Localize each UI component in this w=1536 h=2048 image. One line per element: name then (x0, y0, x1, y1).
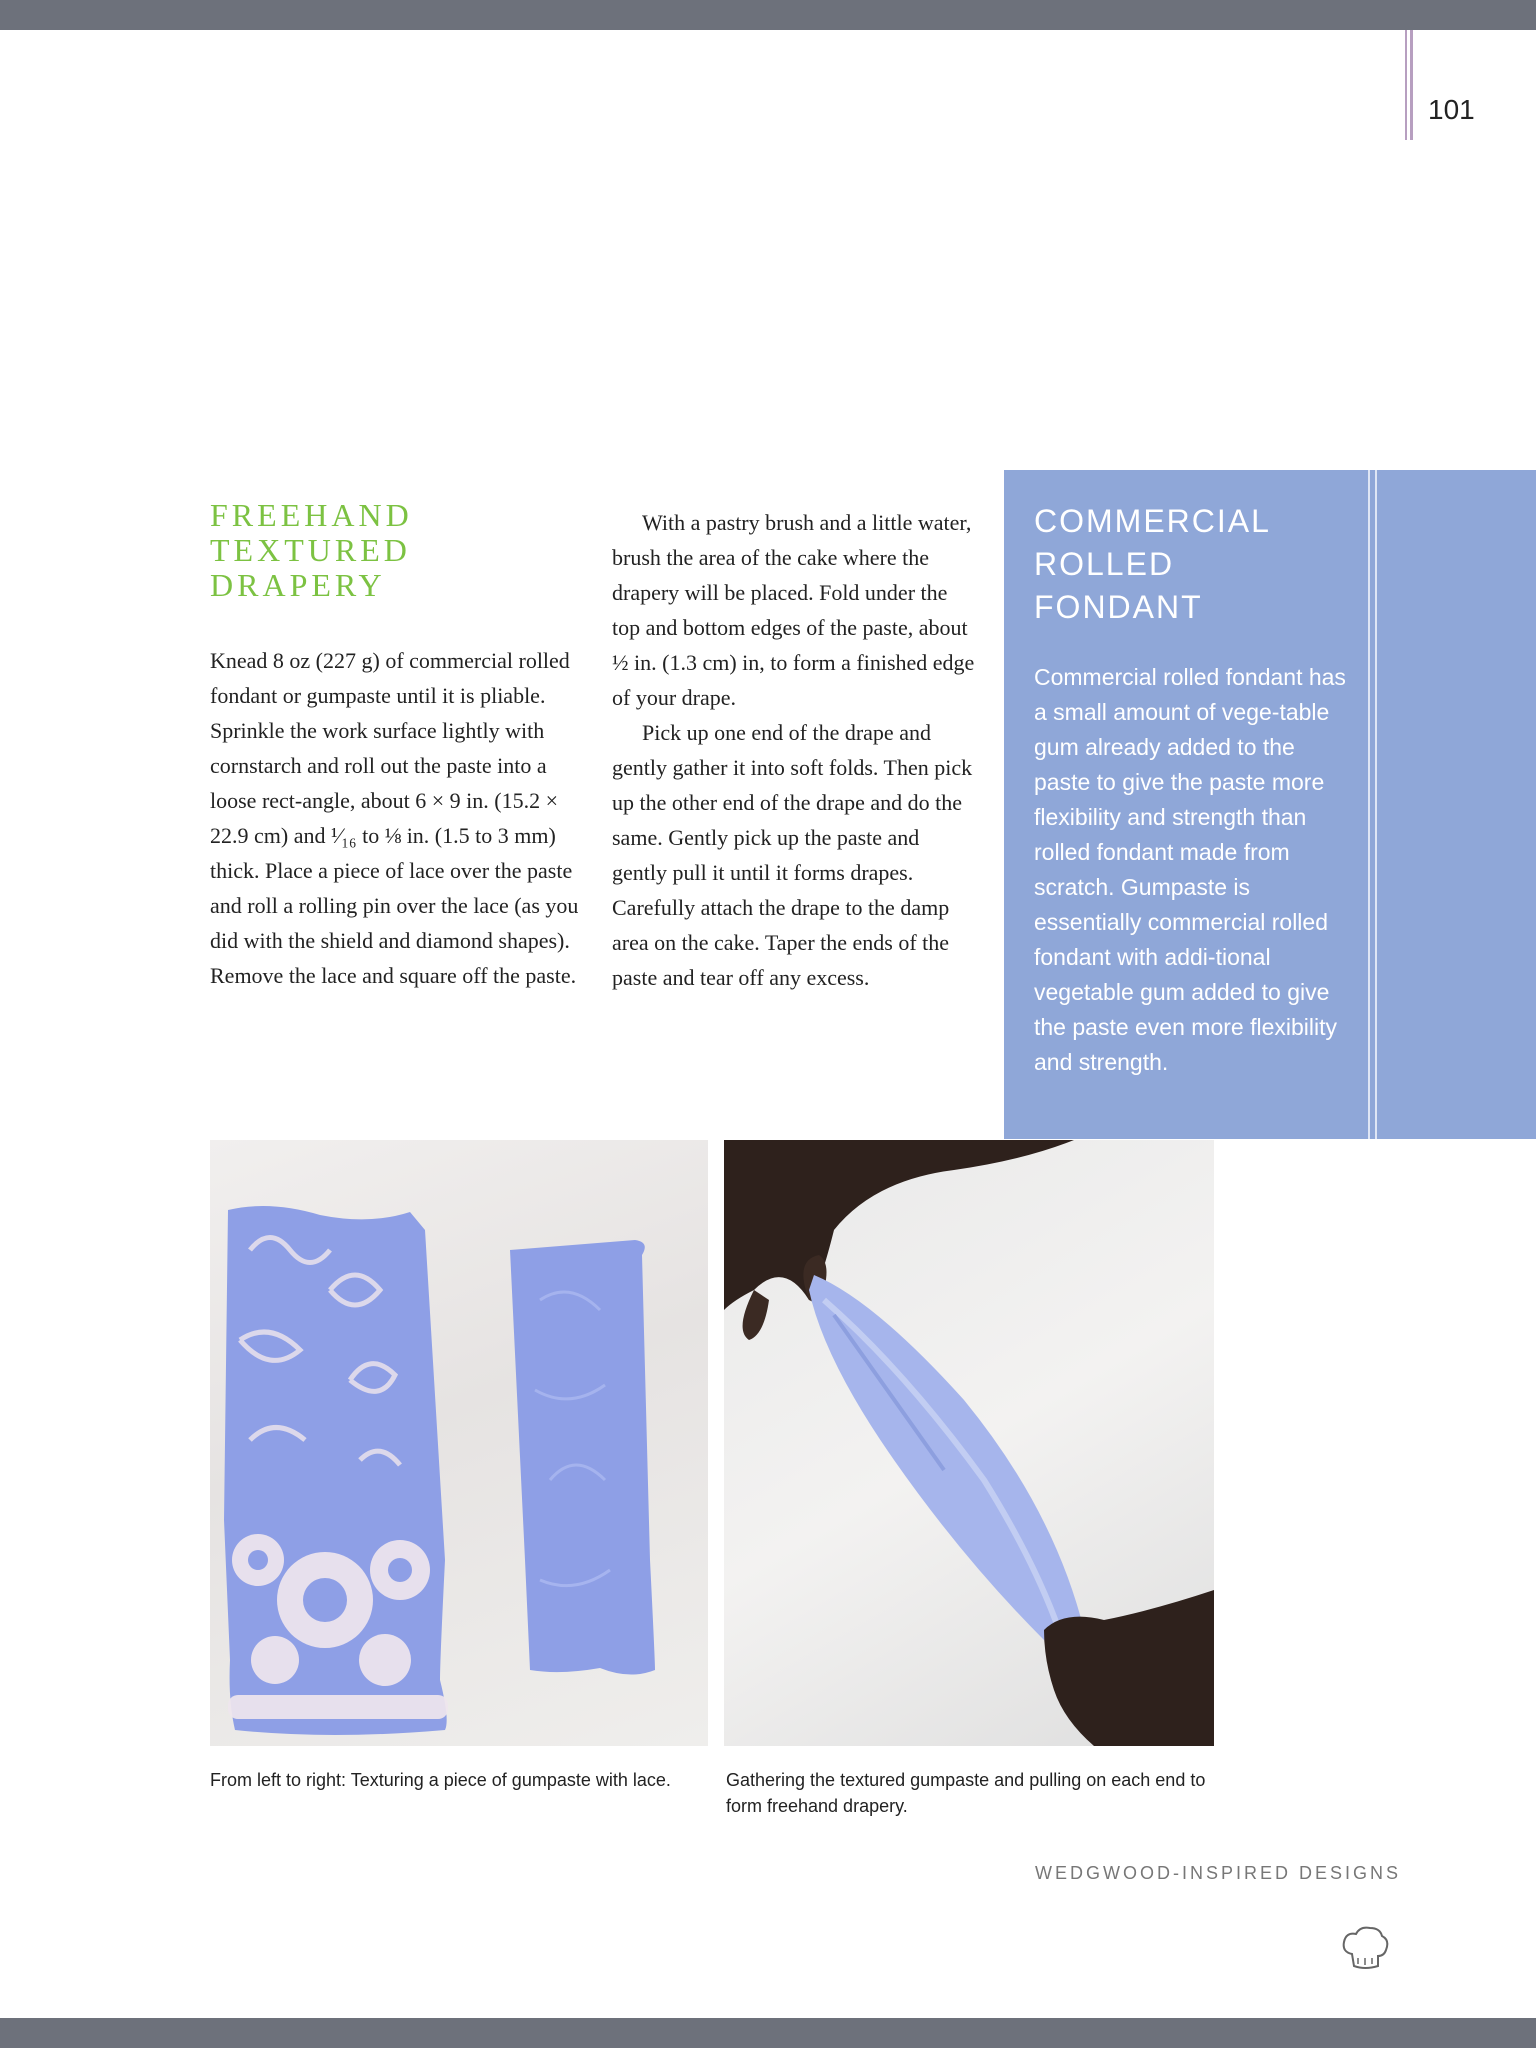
instruction-paragraph: With a pastry brush and a little water, brush the area of the cake where the drapery will be placed. Fold under the top and bottom edges of the paste, about ½ in. (1.3 cm) in, to form a finished edge of your drape. (612, 510, 975, 710)
sidebar-title: COMMERCIAL ROLLED FONDANT (1034, 503, 1271, 625)
running-footer: WEDGWOOD-INSPIRED DESIGNS (1035, 1863, 1402, 1883)
top-bar (0, 0, 1536, 30)
sidebar-body: Commercial rolled fondant has a small amount of vege-table gum already added to the paste to give the paste more flexibility and strength than rolled fondant made from scratch. Gumpaste is essentially commercial rolled fondant with addi-tional vegetable gum added to give the paste even more flexibility and strength. (1034, 664, 1346, 1075)
page-number: 101 (1428, 94, 1475, 125)
body-column-right (612, 505, 977, 995)
chef-hat-icon (1340, 1922, 1390, 1972)
sidebar-box (1004, 470, 1536, 1139)
hands-gathering-drape-illustration (724, 1140, 1214, 1746)
sidebar-divider (1375, 470, 1377, 1139)
photo-lace-texturing (210, 1140, 708, 1746)
photo-caption-left: From left to right: Texturing a piece of gumpaste with lace. (210, 1770, 671, 1790)
section-title: FREEHAND TEXTURED DRAPERY (210, 497, 413, 603)
photo-caption-right: Gathering the textured gumpaste and pulling on each end to form freehand drapery. (726, 1770, 1206, 1816)
instruction-paragraph: Pick up one end of the drape and gently gather it into soft folds. Then pick up the other end of the drape and do the same. Gently pick up the paste and gently pull it until it forms drapes. Carefully attach the drape to the damp area on the cake. Taper the ends of the paste and tear off any excess. (612, 720, 973, 990)
bottom-bar (0, 2018, 1536, 2048)
lace-and-gumpaste-illustration (210, 1140, 708, 1746)
page-rule-line (1405, 30, 1407, 140)
sidebar-divider (1368, 470, 1370, 1139)
page-rule-line (1410, 30, 1413, 140)
body-column-left (210, 643, 580, 993)
photo-gathering-drapery (724, 1140, 1214, 1746)
instruction-paragraph: Knead 8 oz (227 g) of commercial rolled fondant or gumpaste until it is pliable. Sprinkle the work surface lightly with cornstarch and roll out the paste into a loose rect-angle, about 6 × 9 in. (15.2 × 22.9 cm) and ¹⁄₁₆ to ⅛ in. (1.5 to 3 mm) thick. Place a piece of lace over the paste and roll a rolling pin over the lace (as you did with the shield and diamond shapes). Remove the lace and square off the paste. (210, 648, 579, 988)
